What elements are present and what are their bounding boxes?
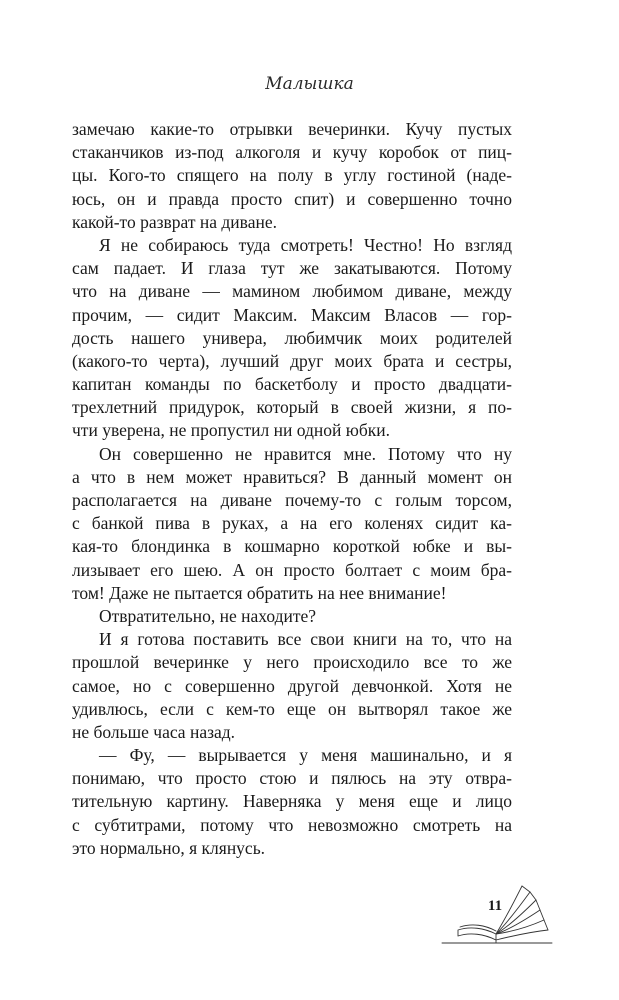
body-text (72, 118, 512, 860)
text-line: чти уверена, не пропустил ни одной юбки. (72, 420, 390, 441)
running-head-title: Малышка (265, 74, 354, 94)
text-line: с банкой пива в руках, а на его коленях сидит ка- (72, 513, 512, 534)
text-line: Я не собираюсь туда смотреть! Честно! Но взгляд (99, 234, 512, 255)
text-line: кая-то блондинка в кошмарно короткой юбке и вы- (72, 536, 512, 557)
text-line: цы. Кого-то спящего на полу в углу гостиной (наде- (72, 165, 512, 186)
text-line: юсь, он и правда просто спит) и совершенно точно (72, 188, 512, 209)
text-line: том! Даже не пытается обратить на нее внимание! (72, 582, 447, 603)
text-line: Он совершенно не нравится мне. Потому что ну (99, 443, 512, 464)
text-line: с субтитрами, потому что невозможно смотреть на (72, 814, 512, 835)
text-line: а что в нем может нравиться? В данный момент он (72, 466, 512, 487)
text-line: Отвратительно, не находите? (99, 605, 317, 626)
text-line: какой-то разврат на диване. (72, 211, 277, 232)
open-book-icon (440, 880, 560, 950)
text-line: удивлюсь, если с кем-то еще он вытворял такое же (72, 698, 512, 719)
text-line: лизывает его шею. А он просто болтает с моим бра- (72, 559, 512, 580)
text-line: И я готова поставить все свои книги на то, что на (99, 629, 512, 650)
text-line: располагается на диване почему-то с голым торсом, (72, 490, 512, 510)
text-line: что на диване — мамином любимом диване, между (72, 281, 512, 302)
text-line: прошлой вечеринке у него происходило все то же (72, 652, 512, 673)
text-line: сам падает. И глаза тут же закатываются. Потому (72, 258, 512, 279)
text-line: (какого-то черта), лучший друг моих брата и сестры, (72, 350, 512, 371)
text-line: — Фу, — вырывается у меня машинально, и я (99, 745, 512, 766)
text-line: замечаю какие-то отрывки вечеринки. Кучу пустых (72, 119, 512, 139)
text-line: тительную картину. Наверняка у меня еще и лицо (72, 791, 512, 812)
text-line: дость нашего универа, любимчик моих родителей (72, 327, 512, 348)
text-line: понимаю, что просто стою и пялюсь на эту отвра- (72, 768, 512, 789)
page-number: 11 (487, 898, 503, 914)
text-line: самое, но с совершенно другой девчонкой. Хотя не (72, 675, 512, 696)
text-line: прочим, — сидит Максим. Максим Власов — гор- (72, 304, 512, 325)
text-line: стаканчиков из-под алкоголя и кучу коробок от пиц- (72, 142, 512, 163)
text-line: не больше часа назад. (72, 721, 236, 742)
text-line: капитан команды по баскетболу и просто двадцати- (72, 374, 512, 395)
text-line: трехлетний придурок, который в своей жизни, я по- (72, 397, 512, 418)
text-line: это нормально, я клянусь. (72, 837, 266, 858)
